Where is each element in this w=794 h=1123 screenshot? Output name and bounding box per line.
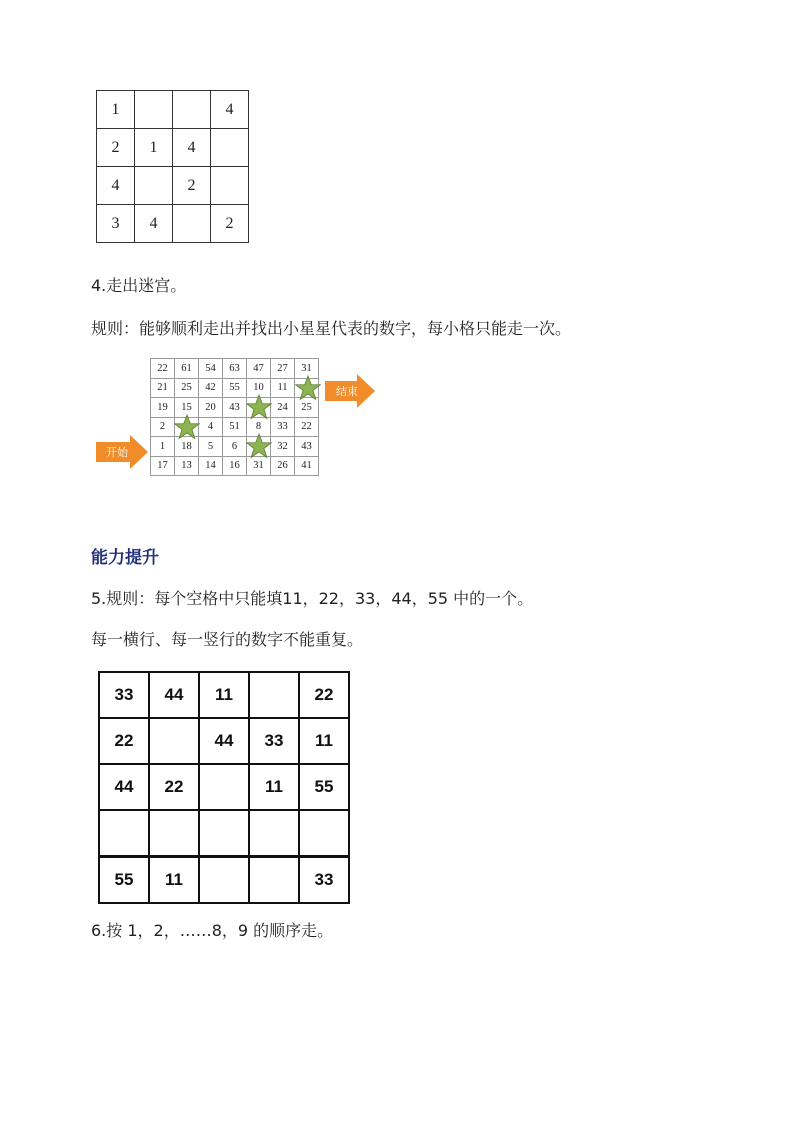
grid-cell [149, 810, 199, 857]
maze-cell: 22 [295, 417, 319, 437]
grid-cell [199, 764, 249, 810]
maze-cell: 33 [271, 417, 295, 437]
maze-cell: 18 [175, 437, 199, 457]
maze-cell: 43 [223, 398, 247, 418]
maze-cell: 16 [223, 456, 247, 476]
maze-cell: 27 [271, 359, 295, 379]
grid-cell [135, 167, 173, 205]
maze-cell: 11 [271, 378, 295, 398]
sudoku-grid-4x4 [96, 90, 249, 243]
maze-cell: 14 [199, 456, 223, 476]
grid-cell [249, 810, 299, 857]
grid-cell: 11 [199, 672, 249, 718]
grid-cell: 4 [211, 91, 249, 129]
maze-cell: 13 [175, 456, 199, 476]
table-row [99, 810, 349, 857]
grid-cell: 22 [99, 718, 149, 764]
grid-cell [211, 167, 249, 205]
maze-cell: 63 [223, 359, 247, 379]
grid-cell: 33 [249, 718, 299, 764]
end-label: 结束 [336, 385, 358, 398]
table-row [97, 129, 249, 167]
maze-cell: 25 [175, 378, 199, 398]
grid-cell [99, 810, 149, 857]
maze-cell: 1 [151, 437, 175, 457]
grid-cell [149, 718, 199, 764]
maze-cell: 20 [199, 398, 223, 418]
maze-cell: 22 [151, 359, 175, 379]
grid-cell: 44 [99, 764, 149, 810]
section-title: 能力提升 [91, 548, 159, 568]
maze-cell: 31 [247, 456, 271, 476]
grid-cell: 22 [299, 672, 349, 718]
maze-cell: 17 [151, 456, 175, 476]
grid-cell: 4 [97, 167, 135, 205]
maze-cell: 4 [199, 417, 223, 437]
maze-cell-star [175, 417, 199, 437]
grid-cell: 1 [97, 91, 135, 129]
maze-cell: 8 [247, 417, 271, 437]
grid-cell [173, 91, 211, 129]
maze-cell: 43 [295, 437, 319, 457]
table-row [151, 359, 319, 379]
grid-cell: 55 [99, 857, 149, 904]
grid-cell [173, 205, 211, 243]
start-label: 开始 [106, 446, 128, 459]
grid-cell [199, 857, 249, 904]
maze-cell: 54 [199, 359, 223, 379]
maze-cell: 15 [175, 398, 199, 418]
table-row [151, 378, 319, 398]
grid-cell: 2 [173, 167, 211, 205]
table-row [99, 857, 349, 904]
q4-rule: 规则：能够顺利走出并找出小星星代表的数字，每小格只能走一次。 [91, 319, 572, 338]
grid-cell [249, 857, 299, 904]
maze-cell: 55 [223, 378, 247, 398]
number-grid-5x5 [98, 671, 350, 904]
maze-cell: 47 [247, 359, 271, 379]
maze-cell-star [295, 378, 319, 398]
q6-text: 6.按 1，2，……8，9 的顺序走。 [91, 921, 334, 940]
q4-title: 4.走出迷宫。 [91, 276, 187, 295]
grid-cell: 44 [149, 672, 199, 718]
maze-cell: 32 [271, 437, 295, 457]
maze-cell-star [247, 437, 271, 457]
table-row [151, 417, 319, 437]
maze-cell: 61 [175, 359, 199, 379]
grid-cell: 11 [249, 764, 299, 810]
maze-grid [150, 358, 319, 476]
grid-cell [249, 672, 299, 718]
maze-cell: 24 [271, 398, 295, 418]
grid-cell [299, 810, 349, 857]
grid-cell: 2 [97, 129, 135, 167]
table-row [151, 456, 319, 476]
grid-cell: 11 [149, 857, 199, 904]
grid-cell: 44 [199, 718, 249, 764]
maze-cell: 6 [223, 437, 247, 457]
maze-cell: 25 [295, 398, 319, 418]
table-row [99, 764, 349, 810]
grid-cell: 33 [99, 672, 149, 718]
grid-cell: 33 [299, 857, 349, 904]
grid-cell: 22 [149, 764, 199, 810]
maze-cell: 31 [295, 359, 319, 379]
table-row [151, 437, 319, 457]
maze-cell-star [247, 398, 271, 418]
grid-cell: 11 [299, 718, 349, 764]
grid-cell: 4 [135, 205, 173, 243]
maze-cell: 51 [223, 417, 247, 437]
grid-cell: 55 [299, 764, 349, 810]
table-row [99, 672, 349, 718]
q5-rule: 5.规则：每个空格中只能填11，22，33，44，55 中的一个。 [91, 589, 534, 608]
grid-cell [211, 129, 249, 167]
q5-rule-2: 每一横行、每一竖行的数字不能重复。 [91, 630, 364, 649]
maze-cell: 41 [295, 456, 319, 476]
maze-cell: 42 [199, 378, 223, 398]
grid-cell: 4 [173, 129, 211, 167]
maze-cell: 2 [151, 417, 175, 437]
maze-cell: 19 [151, 398, 175, 418]
table-row [97, 91, 249, 129]
table-row [99, 718, 349, 764]
grid-cell [199, 810, 249, 857]
maze-cell: 26 [271, 456, 295, 476]
start-arrow [96, 435, 148, 469]
maze-cell: 5 [199, 437, 223, 457]
maze-cell: 21 [151, 378, 175, 398]
grid-cell: 1 [135, 129, 173, 167]
table-row [97, 205, 249, 243]
grid-cell: 3 [97, 205, 135, 243]
table-row [97, 167, 249, 205]
grid-cell [135, 91, 173, 129]
maze-cell: 10 [247, 378, 271, 398]
end-arrow [325, 374, 375, 408]
grid-cell: 2 [211, 205, 249, 243]
